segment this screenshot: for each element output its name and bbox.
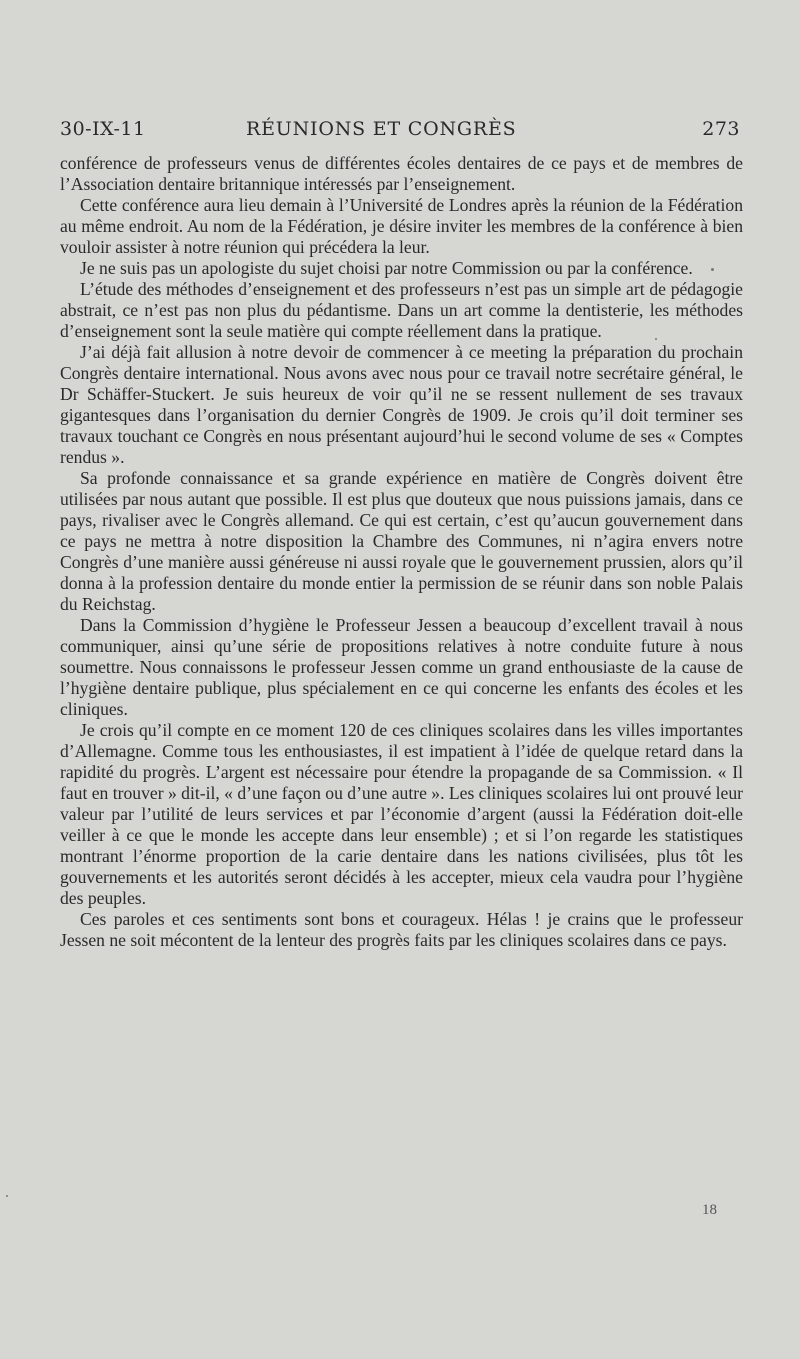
header-date: 30-IX-11 bbox=[60, 118, 146, 140]
paragraph: conférence de professeurs venus de différentes écoles dentaires de ce pays et de membres de l’Association dentaire britannique intéressés par l’enseignement. bbox=[60, 153, 743, 194]
page-number: 273 bbox=[702, 118, 740, 140]
running-head bbox=[60, 118, 740, 146]
paper-speck bbox=[6, 1195, 8, 1197]
signature-mark: 18 bbox=[702, 1202, 717, 1218]
paragraph: Sa profonde connaissance et sa grande expérience en matière de Congrès doivent être utilisées par nous autant que possible. Il est plus que douteux que nous puissions jamais, dans ce pays, rivaliser avec le Congrès allemand. Ce qui est certain, c’est qu’aucun gouvernement dans ce pays ne mettra à notre disposition la Chambre des Communes, ni n’agira envers notre Congrès d’une manière aussi généreuse ni aussi royale que le gouvernement prussien, alors qu’il donna à la profession dentaire du monde entier la permission de se réunir dans son noble Palais du Reichstag. bbox=[60, 468, 743, 614]
paragraph: J’ai déjà fait allusion à notre devoir de commencer à ce meeting la préparation du prochain Congrès dentaire international. Nous avons avec nous pour ce travail notre secrétaire général, le Dr Schäffer-Stuckert. Je suis heureux de voir qu’il ne se ressent nullement de ses travaux gigantesques dans l’organisation du dernier Congrès de 1909. Je crois qu’il doit terminer ses travaux touchant ce Congrès en nous présentant aujourd’hui le second volume de ses « Comptes rendus ». bbox=[60, 342, 743, 467]
paragraph: Je crois qu’il compte en ce moment 120 de ces cliniques scolaires dans les villes importantes d’Allemagne. Comme tous les enthousiastes, il est impatient à l’idée de quelque retard dans la rapidité du progrès. L’argent est nécessaire pour étendre la propagande de sa Commission. « Il faut en trouver » dit-il, « d’une façon ou d’une autre ». Les cliniques scolaires lui ont prouvé leur valeur par l’utilité de leurs services et par l’économie d’argent (aussi la Fédération doit-elle veiller à ce que le monde les accepte dans leur ensemble) ; et si l’on regarde les statistiques montrant l’énorme proportion de la carie dentaire dans les nations civilisées, plus tôt les gouvernements et les autorités seront décidés à les accepter, mieux cela vaudra pour l’hygiène des peuples. bbox=[60, 720, 744, 908]
paper-speck bbox=[655, 338, 657, 340]
body-text bbox=[60, 153, 743, 951]
paragraph: Ces paroles et ces sentiments sont bons et courageux. Hélas ! je crains que le professeur Jessen ne soit mécontent de la lenteur des progrès faits par les cliniques scolaires dans ce pays. bbox=[60, 909, 743, 950]
paragraph: Cette conférence aura lieu demain à l’Université de Londres après la réunion de la Fédération au même endroit. Au nom de la Fédération, je désire inviter les membres de la conférence à bien vouloir assister à notre réunion qui précédera la leur. bbox=[60, 195, 743, 257]
paper-speck bbox=[711, 268, 714, 271]
header-title: RÉUNIONS ET CONGRÈS bbox=[246, 118, 517, 140]
paragraph: Je ne suis pas un apologiste du sujet choisi par notre Commission ou par la conférence. bbox=[80, 258, 693, 278]
paragraph: L’étude des méthodes d’enseignement et des professeurs n’est pas un simple art de pédagogie abstrait, ce n’est pas non plus du pédantisme. Dans un art comme la dentisterie, les méthodes d’enseignement sont la seule matière qui compte réellement dans la pratique. bbox=[60, 279, 743, 341]
paragraph: Dans la Commission d’hygiène le Professeur Jessen a beaucoup d’excellent travail à nous communiquer, ainsi qu’une série de propositions relatives à notre conduite future à nous soumettre. Nous connaissons le professeur Jessen comme un grand enthousiaste de la cause de l’hygiène dentaire publique, plus spécialement en ce qui concerne les enfants des écoles et les cliniques. bbox=[60, 615, 743, 719]
